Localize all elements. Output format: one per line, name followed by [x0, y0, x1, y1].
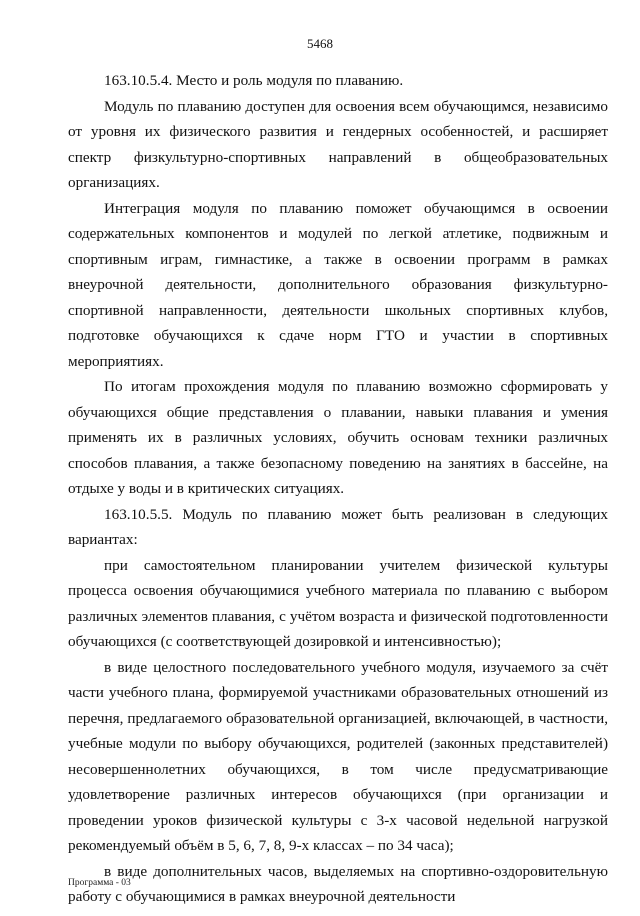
list-item-variant-2: в виде целостного последовательного учебного модуля, изучаемого за счёт части учебного плана, формируемой участниками образовательных отношений из перечня, предлагаемого образовательной организацией, включающей, в частности, учебные модули по выбору обучающихся, родителей (законных представителей) несовершеннолетних обучающихся, в том числе предусматривающие удовлетворение различных интересов обучающихся (при организации и проведении уроков физической культуры с 3-х часовой недельной нагрузкой рекомендуемый объём в 5, 6, 7, 8, 9-х классах – по 34 часа); [68, 658, 608, 854]
page-footer: Программа - 03 [68, 878, 131, 888]
list-item-variant-1: при самостоятельном планировании учителем физической культуры процесса освоения обучающимися учебного материала по плаванию с выбором различных элементов плавания, с учётом возраста и физической подготовленности обучающихся (с соответствующей дозировкой и интенсивностью); [68, 556, 608, 650]
paragraph-module-outcomes: По итогам прохождения модуля по плаванию возможно сформировать у обучающихся общие представления о плавании, навыки плавания и умения применять их в различных условиях, обучить основам техники различных способов плавания, а также безопасному поведению на занятиях в бассейне, на отдыхе у воды и в критических ситуациях. [68, 378, 608, 497]
document-body [68, 68, 608, 910]
paragraph-module-integration: Интеграция модуля по плаванию поможет обучающимся в освоении содержательных компонентов и модулей по легкой атлетике, подвижным и спортивным играм, гимнастике, а также в освоении программ в рамках внеурочной деятельности, дополнительного образования физкультурно-спортивной направленности, деятельности школьных спортивных клубов, подготовке обучающихся к сдаче норм ГТО и участии в спортивных мероприятиях. [68, 199, 608, 370]
list-item-variant-3: в виде дополнительных часов, выделяемых на спортивно-оздоровительную работу с обучающимися в рамках внеурочной деятельности [68, 862, 608, 905]
section-heading-163-10-5-5: 163.10.5.5. Модуль по плаванию может быть реализован в следующих вариантах: [68, 505, 608, 548]
page-number: 5468 [307, 36, 333, 51]
paragraph-module-availability: Модуль по плаванию доступен для освоения всем обучающимся, независимо от уровня их физического развития и гендерных особенностей, и расширяет спектр физкультурно-спортивных направлений в общеобразовательных организациях. [68, 97, 608, 191]
section-heading-163-10-5-4: 163.10.5.4. Место и роль модуля по плаванию. [104, 72, 404, 89]
